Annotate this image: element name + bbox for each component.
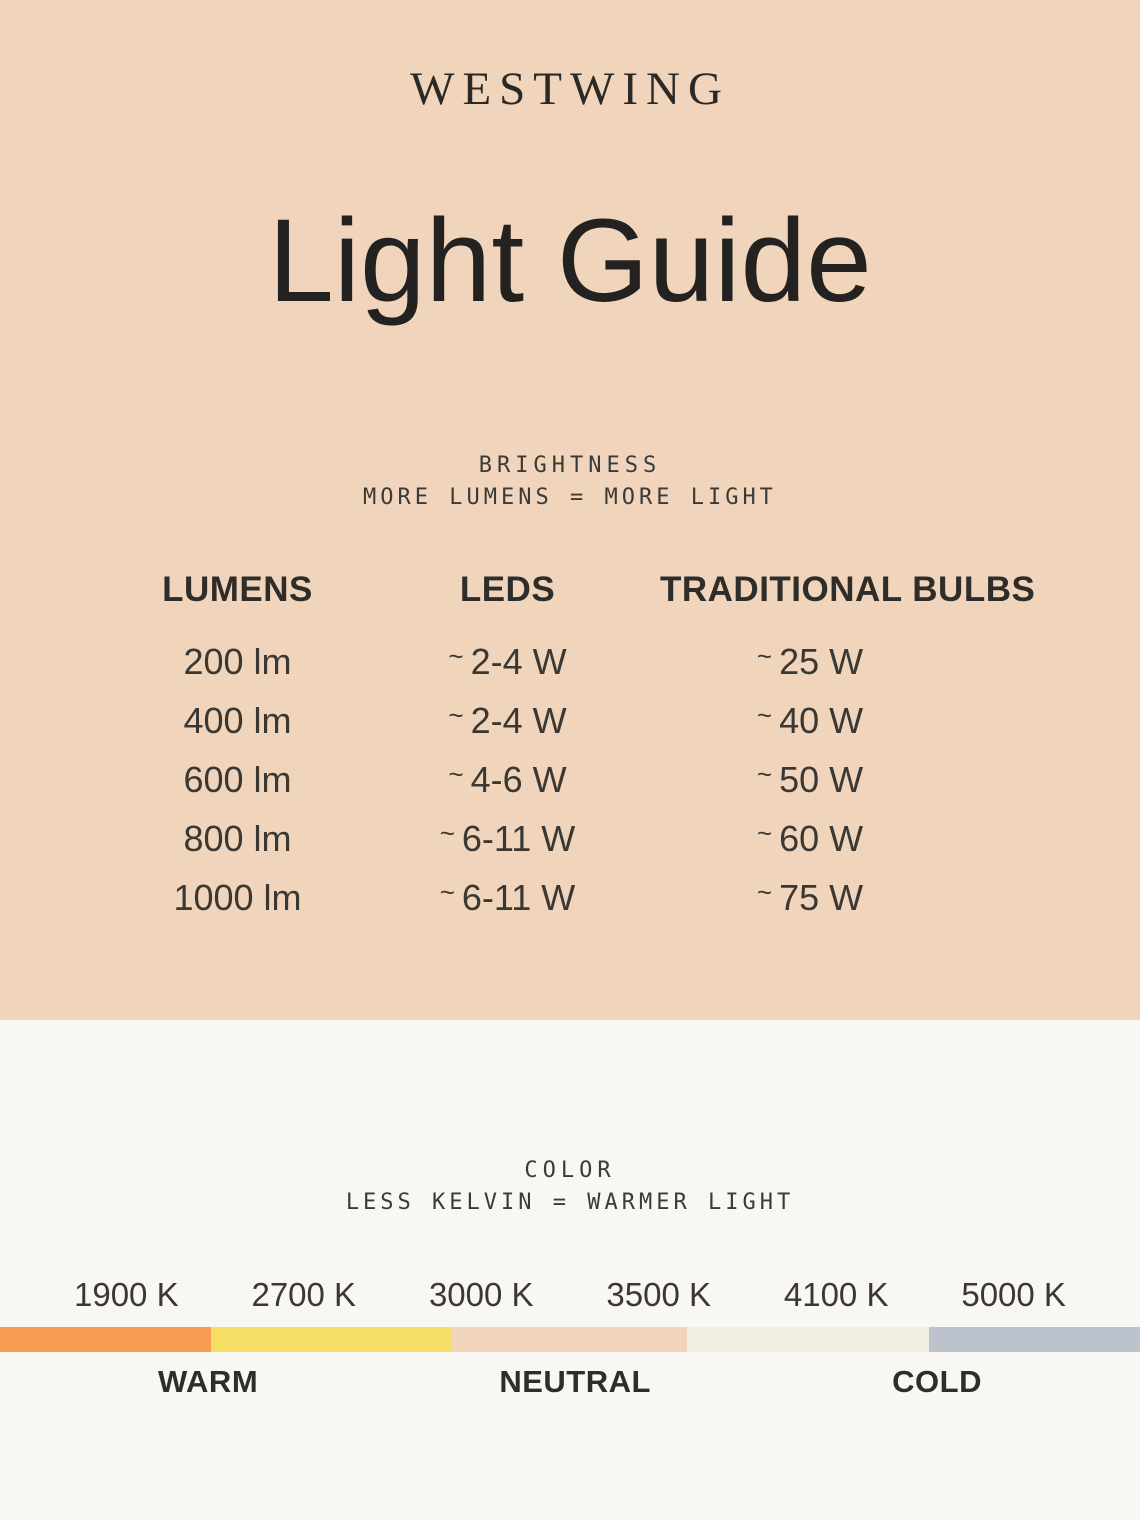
kelvin-scale-segment-3 bbox=[451, 1327, 687, 1352]
color-subheading: LESS KELVIN = WARMER LIGHT bbox=[345, 1190, 795, 1215]
table-row bbox=[120, 870, 1000, 929]
led-watts-value: ~ 2-4 W bbox=[355, 693, 660, 752]
led-watts-value: ~ 2-4 W bbox=[355, 634, 660, 693]
table-header-row bbox=[120, 570, 1036, 634]
brightness-intro bbox=[0, 450, 1140, 514]
kelvin-label: 2700 K bbox=[251, 1276, 357, 1313]
brand-logo: WESTWING bbox=[410, 63, 730, 115]
kelvin-scale-segment-1 bbox=[0, 1327, 211, 1352]
temperature-labels-row bbox=[0, 1364, 1140, 1400]
approx-tilde: ~ bbox=[448, 641, 464, 671]
kelvin-label: 1900 K bbox=[74, 1276, 179, 1313]
column-header-leds: LEDS bbox=[459, 570, 556, 609]
bulb-watts-value: ~ 75 W bbox=[660, 870, 960, 929]
table-row bbox=[120, 634, 1000, 693]
approx-tilde: ~ bbox=[448, 700, 464, 730]
kelvin-label: 4100 K bbox=[783, 1276, 889, 1313]
color-intro bbox=[0, 1155, 1140, 1219]
lumens-value: 600 lm bbox=[183, 759, 292, 800]
approx-tilde: ~ bbox=[756, 641, 773, 671]
kelvin-color-scale bbox=[0, 1327, 1140, 1352]
column-header-lumens: LUMENS bbox=[162, 570, 313, 609]
lumens-value: 800 lm bbox=[183, 818, 292, 859]
approx-tilde: ~ bbox=[448, 759, 464, 789]
approx-tilde: ~ bbox=[439, 818, 455, 848]
temperature-label-cold: COLD bbox=[892, 1364, 982, 1399]
led-watts-value: ~ 6-11 W bbox=[355, 870, 660, 929]
page-title: Light Guide bbox=[268, 195, 872, 327]
bulb-watts-value: ~ 60 W bbox=[660, 811, 960, 870]
kelvin-scale-segment-5 bbox=[929, 1327, 1140, 1352]
temperature-label-warm: WARM bbox=[158, 1364, 259, 1399]
brightness-heading: BRIGHTNESS bbox=[478, 453, 662, 478]
approx-tilde: ~ bbox=[756, 759, 773, 789]
kelvin-label: 3000 K bbox=[428, 1276, 534, 1313]
bulb-watts-value: ~ 40 W bbox=[660, 693, 960, 752]
kelvin-scale-segment-2 bbox=[211, 1327, 452, 1352]
approx-tilde: ~ bbox=[756, 877, 773, 907]
column-header-traditional-bulbs: TRADITIONAL BULBS bbox=[660, 570, 1036, 609]
led-watts-value: ~ 4-6 W bbox=[355, 752, 660, 811]
kelvin-label: 5000 K bbox=[961, 1276, 1066, 1313]
table-row bbox=[120, 693, 1000, 752]
lumens-value: 400 lm bbox=[183, 700, 292, 741]
color-heading: COLOR bbox=[524, 1158, 616, 1183]
kelvin-labels-row bbox=[0, 1276, 1140, 1314]
table-row bbox=[120, 811, 1000, 870]
kelvin-scale-segment-4 bbox=[687, 1327, 929, 1352]
temperature-label-neutral: NEUTRAL bbox=[499, 1364, 651, 1399]
color-section bbox=[0, 1020, 1140, 1520]
approx-tilde: ~ bbox=[439, 877, 455, 907]
approx-tilde: ~ bbox=[756, 700, 773, 730]
approx-tilde: ~ bbox=[756, 818, 773, 848]
lumens-value: 1000 lm bbox=[173, 877, 302, 918]
kelvin-label: 3500 K bbox=[606, 1276, 711, 1313]
bulb-watts-value: ~ 25 W bbox=[660, 634, 960, 693]
bulb-watts-value: ~ 50 W bbox=[660, 752, 960, 811]
brightness-table bbox=[120, 570, 1036, 929]
table-row bbox=[120, 752, 1000, 811]
brightness-subheading: MORE LUMENS = MORE LIGHT bbox=[363, 485, 777, 510]
lumens-value: 200 lm bbox=[183, 641, 292, 682]
led-watts-value: ~ 6-11 W bbox=[355, 811, 660, 870]
